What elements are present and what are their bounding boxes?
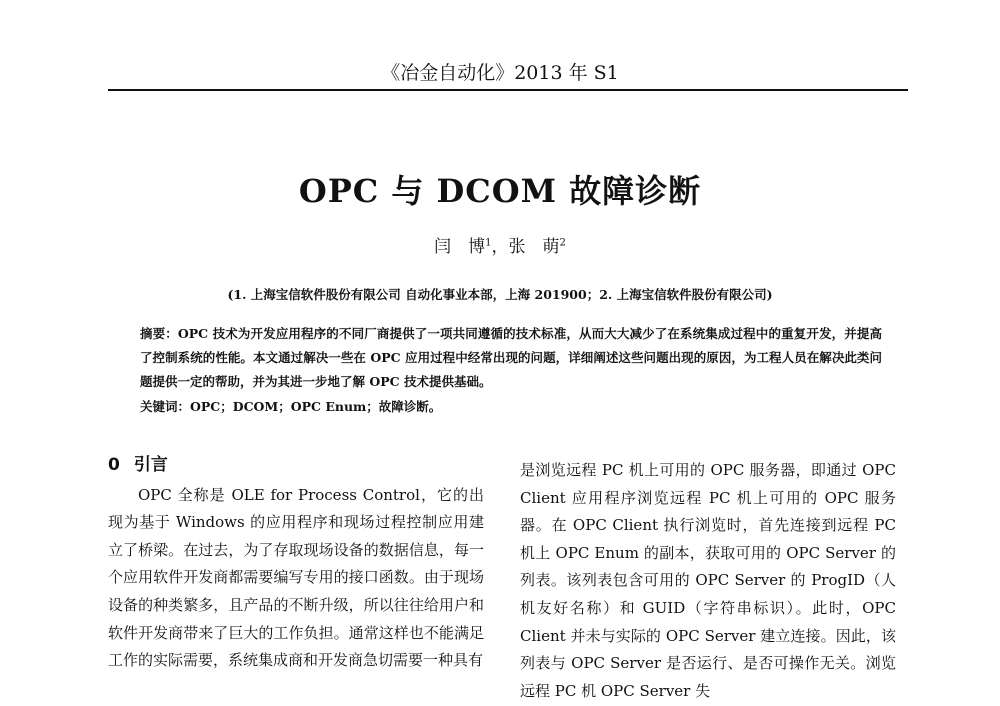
paper-title: OPC 与 DCOM 故障诊断	[298, 172, 702, 210]
author-name: 闫 博	[434, 237, 486, 257]
author-separator: ，	[491, 237, 509, 257]
section-title: 引言	[133, 455, 168, 475]
author-superscript: 1	[485, 237, 492, 249]
running-head: 《冶金自动化》2013 年 S1	[381, 62, 619, 84]
body-column-right	[520, 457, 896, 705]
header-rule	[108, 89, 908, 91]
body-paragraph: OPC 全称是 OLE for Process Control，它的出现为基于 Windows 的应用程序和现场过程控制应用建立了桥梁。在过去，为了存取现场设备的数据信息，每一个应用软件开发商都需要编写专用的接口函数。由于现场设备的种类繁多，且产品的不断升级，所以往往给用户和软件开发商带来了巨大的工作负担。通常这样也不能满足工作的实际需要，系统集成商和开发商急切需要一种具有	[108, 485, 484, 670]
keywords: 关键词：OPC；DCOM；OPC Enum；故障诊断。	[140, 399, 442, 414]
body-paragraph: 是浏览远程 PC 机上可用的 OPC 服务器，即通过 OPC Client 应用程序浏览远程 PC 机上可用的 OPC 服务器。在 OPC Client 执行浏览时，首先连接到远程 PC 机上 OPC Enum 的副本，获取可用的 OPC Server 的列表。该列表包含可用的 OPC Server 的 ProgID（人机友好名称）和 GUID（字符串标识）。此时，OPC Client 并未与实际的 OPC Server 建立连接。因此，该列表与 OPC Server 是否运行、是否可操作无关。浏览远程 PC 机 OPC Server 失	[520, 461, 896, 700]
affiliation: (1. 上海宝信软件股份有限公司 自动化事业本部，上海 201900；2. 上海宝信软件股份有限公司)	[227, 287, 773, 302]
abstract: 摘要：OPC 技术为开发应用程序的不同厂商提供了一项共同遵循的技术标准，从而大大减少了在系统集成过程中的重复开发，并提高了控制系统的性能。本文通过解决一些在 OPC 应用过程中经常出现的问题，详细阐述这些问题出现的原因，为工程人员在解决此类问题提供一定的帮助，并为其进一步地了解 OPC 技术提供基础。	[140, 326, 882, 389]
body-column-left	[108, 452, 484, 675]
author-line	[0, 232, 1000, 257]
section-number: 0	[108, 455, 120, 475]
author-name: 张 萌	[508, 237, 560, 257]
section-heading	[108, 452, 484, 480]
author-superscript: 2	[559, 237, 566, 249]
